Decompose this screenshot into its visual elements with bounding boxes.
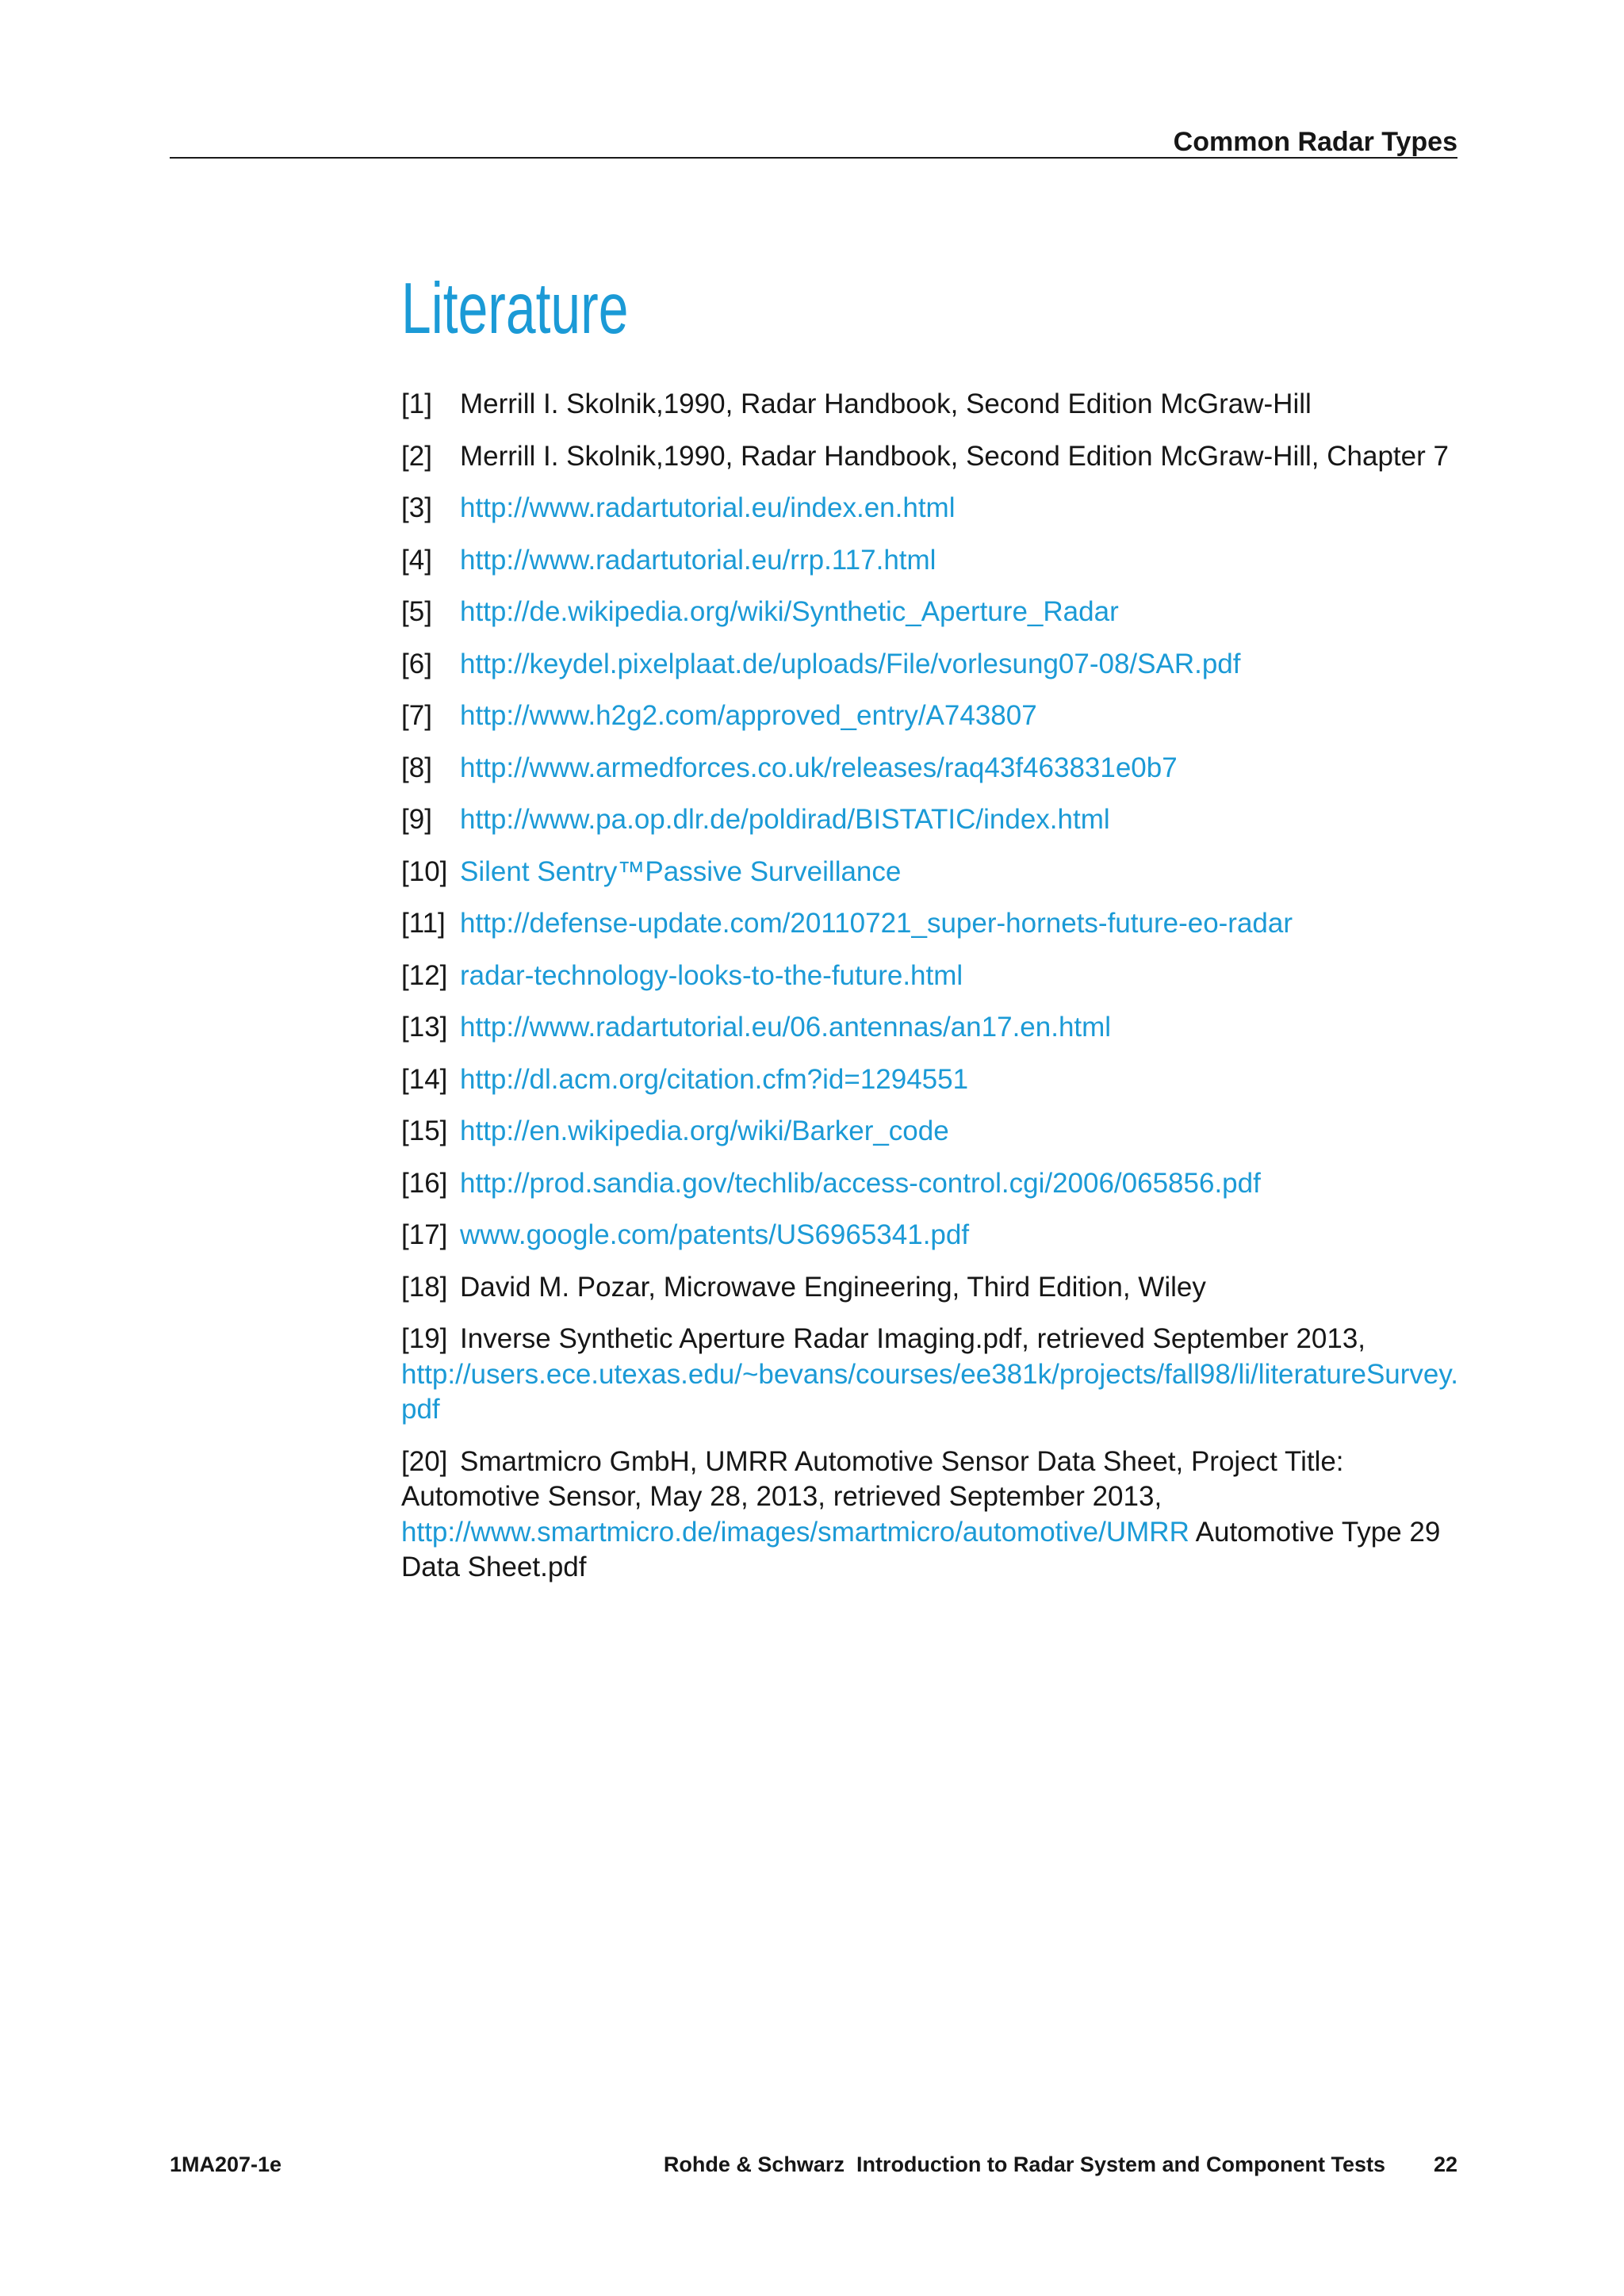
reference-item [401, 491, 1457, 526]
reference-text: Merrill I. Skolnik,1990, Radar Handbook, Second Edition McGraw-Hill [460, 388, 1312, 419]
reference-link[interactable]: http://dl.acm.org/citation.cfm?id=1294551 [460, 1063, 969, 1095]
reference-list [401, 387, 1457, 1602]
reference-label: [9] [401, 804, 432, 835]
footer-title: Rohde & Schwarz Introduction to Radar System and Component Tests [663, 2152, 1385, 2176]
reference-label: [15] [401, 1115, 448, 1146]
reference-link[interactable]: Silent Sentry™Passive Surveillance [460, 855, 902, 887]
reference-link[interactable]: http://www.radartutorial.eu/06.antennas/an17.en.html [460, 1012, 1112, 1043]
reference-label: [19] [401, 1323, 448, 1354]
reference-label: [6] [401, 648, 432, 679]
section-heading: Literature [401, 269, 629, 349]
reference-link-continuation[interactable]: pdf [401, 1394, 440, 1425]
reference-item [401, 647, 1457, 683]
reference-item [401, 802, 1457, 838]
reference-label: [4] [401, 544, 432, 576]
reference-item [401, 906, 1457, 942]
reference-link[interactable]: radar-technology-looks-to-the-future.html [460, 959, 963, 991]
reference-text: Merrill I. Skolnik,1990, Radar Handbook, Second Edition McGraw-Hill, Chapter 7 [460, 440, 1449, 472]
reference-item [401, 1010, 1457, 1046]
reference-link[interactable]: http://defense-update.com/20110721_super-hornets-future-eo-radar [460, 908, 1293, 939]
reference-label: [18] [401, 1271, 448, 1303]
reference-item [401, 1218, 1457, 1253]
reference-label: [16] [401, 1167, 448, 1199]
reference-text: Data Sheet.pdf [401, 1552, 587, 1582]
reference-item [401, 387, 1457, 423]
reference-item [401, 1322, 1457, 1428]
reference-link[interactable]: http://www.pa.op.dlr.de/poldirad/BISTATIC/index.html [460, 804, 1110, 835]
reference-item [401, 698, 1457, 734]
header-rule [170, 157, 1457, 159]
reference-text: Automotive Type 29 [1189, 1516, 1441, 1548]
reference-link[interactable]: http://www.h2g2.com/approved_entry/A743807 [460, 700, 1037, 731]
footer-document-number: 1MA207-1e [170, 2152, 282, 2176]
reference-label: [5] [401, 596, 432, 627]
reference-link[interactable]: http://www.smartmicro.de/images/smartmicro/automotive/UMRR [401, 1516, 1189, 1548]
reference-link[interactable]: http://www.radartutorial.eu/rrp.117.html [460, 544, 936, 576]
reference-item [401, 751, 1457, 786]
reference-text: David M. Pozar, Microwave Engineering, Third Edition, Wiley [460, 1271, 1206, 1303]
reference-label: [11] [401, 908, 446, 939]
reference-label: [10] [401, 855, 448, 887]
reference-label: [7] [401, 700, 432, 731]
reference-item [401, 543, 1457, 579]
reference-link[interactable]: http://users.ece.utexas.edu/~bevans/courses/ee381k/projects/fall98/li/literatureSurvey. [401, 1358, 1459, 1390]
reference-item [401, 1166, 1457, 1202]
reference-link[interactable]: http://www.radartutorial.eu/index.en.html [460, 492, 956, 523]
reference-item [401, 1062, 1457, 1098]
reference-text: Smartmicro GmbH, UMRR Automotive Sensor Data Sheet, Project Title: [460, 1445, 1344, 1477]
reference-item [401, 439, 1457, 475]
reference-link[interactable]: http://prod.sandia.gov/techlib/access-control.cgi/2006/065856.pdf [460, 1167, 1261, 1199]
reference-link[interactable]: www.google.com/patents/US6965341.pdf [460, 1219, 970, 1250]
reference-label: [8] [401, 752, 432, 783]
reference-link[interactable]: http://de.wikipedia.org/wiki/Synthetic_Aperture_Radar [460, 596, 1119, 627]
reference-item [401, 855, 1457, 890]
reference-label: [1] [401, 388, 432, 419]
reference-label: [14] [401, 1063, 448, 1095]
reference-item [401, 959, 1457, 994]
reference-label: [3] [401, 492, 432, 523]
reference-link[interactable]: http://en.wikipedia.org/wiki/Barker_code [460, 1115, 949, 1146]
reference-label: [17] [401, 1219, 448, 1250]
running-header-title: Common Radar Types [1173, 127, 1457, 157]
reference-label: [20] [401, 1445, 448, 1477]
reference-link[interactable]: http://www.armedforces.co.uk/releases/raq43f463831e0b7 [460, 752, 1178, 783]
reference-item [401, 1114, 1457, 1150]
reference-text: Automotive Sensor, May 28, 2013, retrieved September 2013, [401, 1481, 1162, 1512]
page-number: 22 [1433, 2152, 1457, 2176]
reference-label: [13] [401, 1012, 448, 1043]
reference-item [401, 1270, 1457, 1306]
reference-link[interactable]: http://keydel.pixelplaat.de/uploads/File/vorlesung07-08/SAR.pdf [460, 648, 1241, 679]
reference-text: Inverse Synthetic Aperture Radar Imaging.pdf, retrieved September 2013, [460, 1323, 1366, 1354]
reference-item [401, 595, 1457, 630]
reference-item [401, 1445, 1457, 1586]
reference-label: [12] [401, 959, 448, 991]
reference-label: [2] [401, 440, 432, 472]
